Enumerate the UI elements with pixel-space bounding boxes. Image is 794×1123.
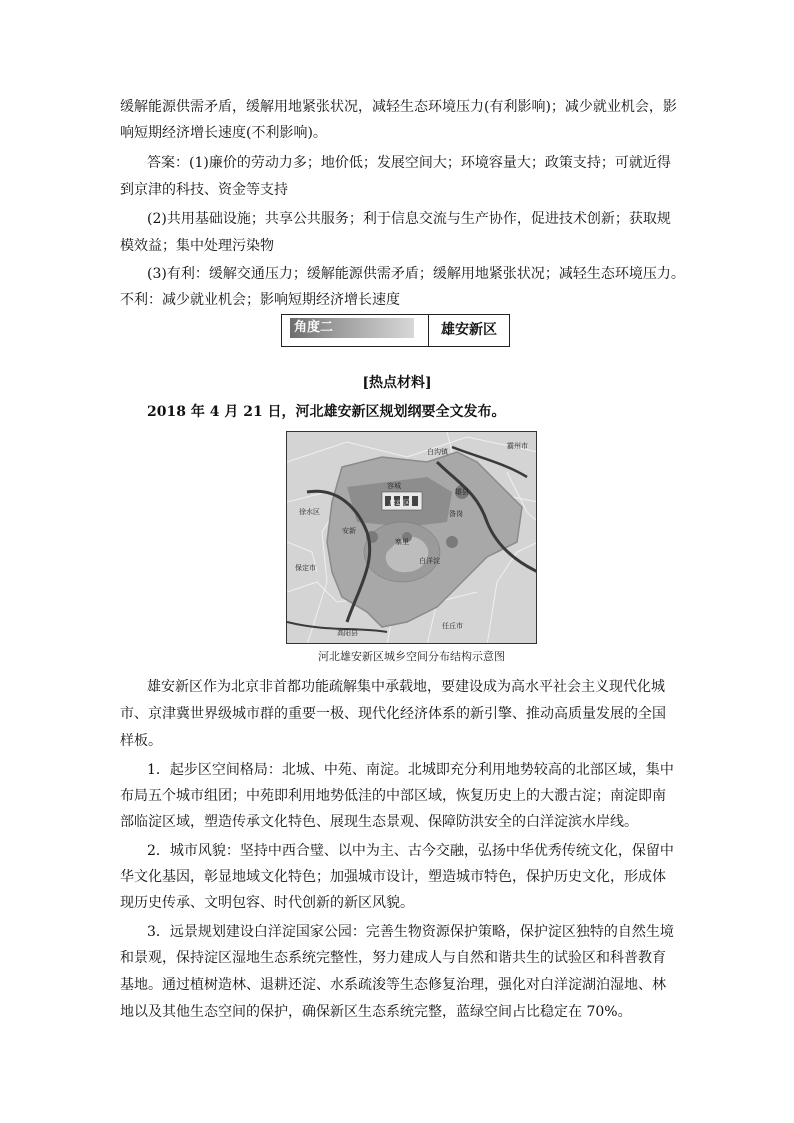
answer-1-line: 到京津的科技、资金等支持 — [120, 182, 288, 198]
body-line: 地以及其他生态空间的保护，确保新区生态系统完整，蓝绿空间占比稳定在 70%。 — [120, 1004, 632, 1020]
map-label-baigou: 白沟镇 — [427, 448, 448, 456]
map-label-qidongqu: 启动区 — [389, 499, 410, 507]
answer-1-line: 答案：(1)廉价的劳动力多；地价低；发展空间大；环境容量大；政策支持；可就近得 — [147, 155, 671, 171]
body-line: 现历史传承、文明包容、时代创新的新区风貌。 — [120, 895, 414, 911]
map-graphic — [287, 432, 537, 644]
map-label-zhaobei: 昝岗 — [449, 510, 463, 518]
release-line: 2018 年 4 月 21 日，河北雄安新区规划纲要全文发布。 — [147, 404, 506, 420]
map-label-baiyangdian: 白洋淀 — [419, 557, 440, 565]
body-line: 部临淀区域，塑造传承文化特色、展现生态景观、保障防洪安全的白洋淀滨水岸线。 — [120, 814, 638, 830]
body-line: 和景观，保持淀区湿地生态系统完整性，努力建成人与自然和谐共生的试验区和科普教育 — [120, 950, 666, 966]
section-heading-box — [281, 314, 510, 347]
body-line: 1．起步区空间格局：北城、中苑、南淀。北城即充分利用地势较高的北部区域，集中 — [147, 762, 674, 778]
answer-3-line: 不利：减少就业机会；影响短期经济增长速度 — [120, 292, 400, 308]
answer-3-line: (3)有利：缓解交通压力；缓解能源供需矛盾；缓解用地紧张状况；减轻生态环境压力。 — [147, 266, 685, 282]
body-line: 样板。 — [120, 733, 162, 749]
xiongan-map — [286, 431, 537, 644]
map-label-baoding: 保定市 — [295, 564, 316, 572]
body-line: 华文化基因，彰显地域文化特色；加强城市设计，塑造城市特色，保护历史文化，形成体 — [120, 869, 666, 885]
body-line: 2．城市风貌：坚持中西合璧、以中为主、古今交融，弘扬中华优秀传统文化，保留中 — [147, 843, 674, 859]
text-line: 缓解能源供需矛盾，缓解用地紧张状况，减轻生态环境压力(有利影响)；减少就业机会，影 — [120, 99, 677, 115]
text-line: 响短期经济增长速度(不利影响)。 — [120, 125, 327, 141]
map-label-bazhou: 霸州市 — [507, 442, 528, 450]
body-line: 市、京津冀世界级城市群的重要一极、现代化经济体系的新引擎、推动高质量发展的全国 — [120, 706, 666, 722]
hot-material-heading: [热点材料] — [362, 375, 432, 391]
body-line: 基地。通过植树造林、退耕还淀、水系疏浚等生态修复治理，强化对白洋淀湖泊湿地、林 — [120, 977, 666, 993]
map-label-zhaibao: 寨里 — [395, 538, 409, 546]
answer-2-line: (2)共用基础设施；共享公共服务；利于信息交流与生产协作，促进技术创新；获取规 — [147, 211, 671, 227]
map-caption: 河北雄安新区城乡空间分布结构示意图 — [318, 650, 505, 663]
body-line: 雄安新区作为北京非首都功能疏解集中承载地，要建设成为高水平社会主义现代化城 — [147, 679, 665, 695]
section-tag: 角度二 — [290, 318, 414, 338]
section-tag-cell — [282, 315, 429, 346]
map-label-rongcheng: 容城 — [387, 482, 401, 490]
map-label-xushui: 徐水区 — [299, 508, 320, 516]
body-line: 3．远景规划建设白洋淀国家公园：完善生物资源保护策略，保护淀区独特的自然生境 — [147, 924, 674, 940]
body-line: 布局五个城市组团；中苑即利用地势低洼的中部区域，恢复历史上的大溵古淀；南淀即南 — [120, 788, 666, 804]
section-title: 雄安新区 — [441, 322, 497, 338]
map-label-gaoyang: 高阳县 — [337, 629, 358, 637]
answer-2-line: 模效益；集中处理污染物 — [120, 238, 274, 254]
map-label-anxin: 安新 — [342, 527, 356, 535]
map-label-renqiu: 任丘市 — [442, 622, 463, 630]
map-label-xiongxian: 雄县 — [455, 488, 469, 496]
